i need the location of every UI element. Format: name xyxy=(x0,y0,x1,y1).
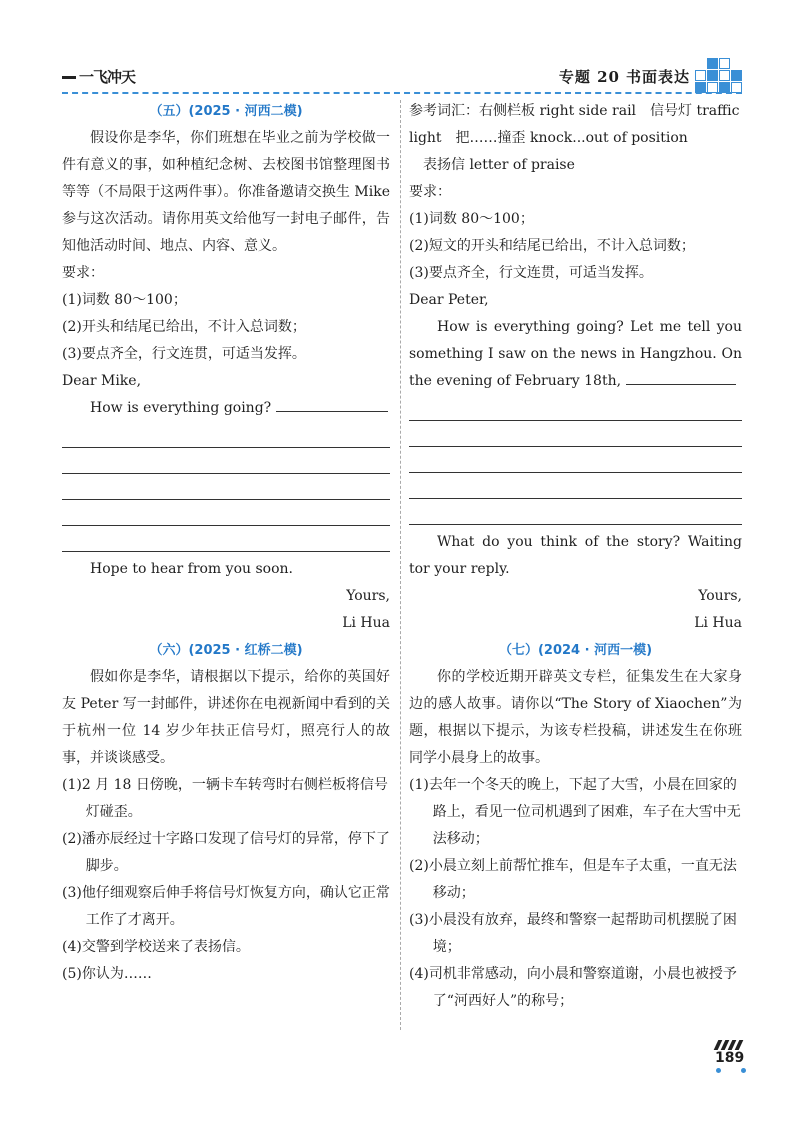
requirement-item: (3)要点齐全，行文连贯，可适当发挥。 xyxy=(62,346,306,362)
writing-line[interactable] xyxy=(409,473,742,499)
requirement-item: (2)开头和结尾已给出，不计入总词数； xyxy=(62,319,306,335)
topic-subject: 书面表达 xyxy=(625,68,690,86)
vocabulary-hint: 表扬信 letter of praise xyxy=(423,157,575,173)
letter-signature: Li Hua xyxy=(342,615,390,631)
letter-closing: What do you think of the story? Waiting tor your reply. xyxy=(409,534,742,577)
decor-squares-icon xyxy=(695,58,741,94)
hint-item: (4)交警到学校送来了表扬信。 xyxy=(62,939,250,955)
section-6-prompt: 假如你是李华，请根据以下提示，给你的英国好友 Peter 写一封邮件，讲述你在电视新闻中看到的关于杭州一位 14 岁少年扶正信号灯，照亮行人的故事，并谈谈感受。 xyxy=(62,669,390,766)
logo-dash xyxy=(62,76,76,79)
header-rule xyxy=(62,92,742,94)
letter-sign-off: Yours, xyxy=(346,588,390,604)
hint-item: (3)他仔细观察后伸手将信号灯恢复方向，确认它正常工作了才离开。 xyxy=(62,885,390,928)
hint-item: (1)2 月 18 日傍晚，一辆卡车转弯时右侧栏板将信号灯碰歪。 xyxy=(62,777,388,820)
brand-logo xyxy=(62,66,135,87)
requirements-label: 要求： xyxy=(409,184,451,200)
vocabulary-hint: 参考词汇：右侧栏板 right side rail 信号灯 traffic light 把……撞歪 knock...out of position xyxy=(409,103,740,146)
section-title-5: （五）(2025 · 河西二模) xyxy=(149,104,303,119)
letter-greeting: Dear Mike, xyxy=(62,373,142,389)
letter-closing: Hope to hear from you soon. xyxy=(90,561,293,577)
letter-opening-line xyxy=(409,314,742,395)
page-number xyxy=(712,1040,752,1072)
writing-line[interactable] xyxy=(62,526,390,552)
left-column xyxy=(62,98,390,988)
hint-item: (4)司机非常感动，向小晨和警察道谢，小晨也被授予了“河西好人”的称号； xyxy=(409,966,737,1009)
brand-text: 一飞冲天 xyxy=(79,68,136,86)
letter-signature: Li Hua xyxy=(694,615,742,631)
writing-line[interactable] xyxy=(62,474,390,500)
requirement-item: (1)词数 80～100； xyxy=(62,292,187,308)
section-title-7: （七）(2024 · 河西一模) xyxy=(498,643,653,658)
writing-line[interactable] xyxy=(409,421,742,447)
writing-line[interactable] xyxy=(409,395,742,421)
hint-item: (5)你认为…… xyxy=(62,966,152,982)
writing-line[interactable] xyxy=(62,500,390,526)
letter-greeting: Dear Peter, xyxy=(409,292,489,308)
hint-item: (3)小晨没有放弃，最终和警察一起帮助司机摆脱了困境； xyxy=(409,912,737,955)
writing-line[interactable] xyxy=(62,422,390,448)
letter-opening: How is everything going? xyxy=(90,400,272,416)
hint-item: (1)去年一个冬天的晚上，下起了大雪，小晨在回家的路上，看见一位司机遇到了困难，车子在大雪中无法移动； xyxy=(409,777,741,847)
hint-item: (2)潘亦辰经过十字路口发现了信号灯的异常，停下了脚步。 xyxy=(62,831,390,874)
topic-number: 专题 20 xyxy=(558,68,620,86)
letter-sign-off: Yours, xyxy=(698,588,742,604)
page-number-text: 189 xyxy=(715,1050,745,1066)
letter-opening-line xyxy=(62,395,390,422)
right-column xyxy=(409,98,742,1015)
section-7-prompt: 你的学校近期开辟英文专栏，征集发生在大家身边的感人故事。请你以“The Story of Xiaochen”为题，根据以下提示，为该专栏投稿，讲述发生在你班同学小晨身上的故事。 xyxy=(409,669,742,766)
writing-line[interactable] xyxy=(409,499,742,525)
hint-item: (2)小晨立刻上前帮忙推车，但是车子太重，一直无法移动； xyxy=(409,858,737,901)
requirements-label: 要求： xyxy=(62,265,104,281)
letter-opening: How is everything going? Let me tell you something I saw on the news in Hangzhou. On the evening of February 18th, xyxy=(409,319,742,389)
topic-title xyxy=(553,66,690,87)
column-divider xyxy=(400,100,401,1030)
writing-line[interactable] xyxy=(409,447,742,473)
requirement-item: (2)短文的开头和结尾已给出，不计入总词数； xyxy=(409,238,695,254)
section-5-prompt: 假设你是李华，你们班想在毕业之前为学校做一件有意义的事，如种植纪念树、去校图书馆整理图书等等（不局限于这两件事）。你准备邀请交换生 Mike 参与这次活动。请你用英文给他写一封电子邮件，告知他活动时间、地点、内容、意义。 xyxy=(62,130,390,254)
requirement-item: (3)要点齐全，行文连贯，可适当发挥。 xyxy=(409,265,653,281)
section-title-6: （六）(2025 · 红桥二模) xyxy=(149,643,303,658)
writing-blank[interactable] xyxy=(276,411,388,412)
writing-blank[interactable] xyxy=(626,384,736,385)
requirement-item: (1)词数 80～100； xyxy=(409,211,534,227)
writing-line[interactable] xyxy=(62,448,390,474)
